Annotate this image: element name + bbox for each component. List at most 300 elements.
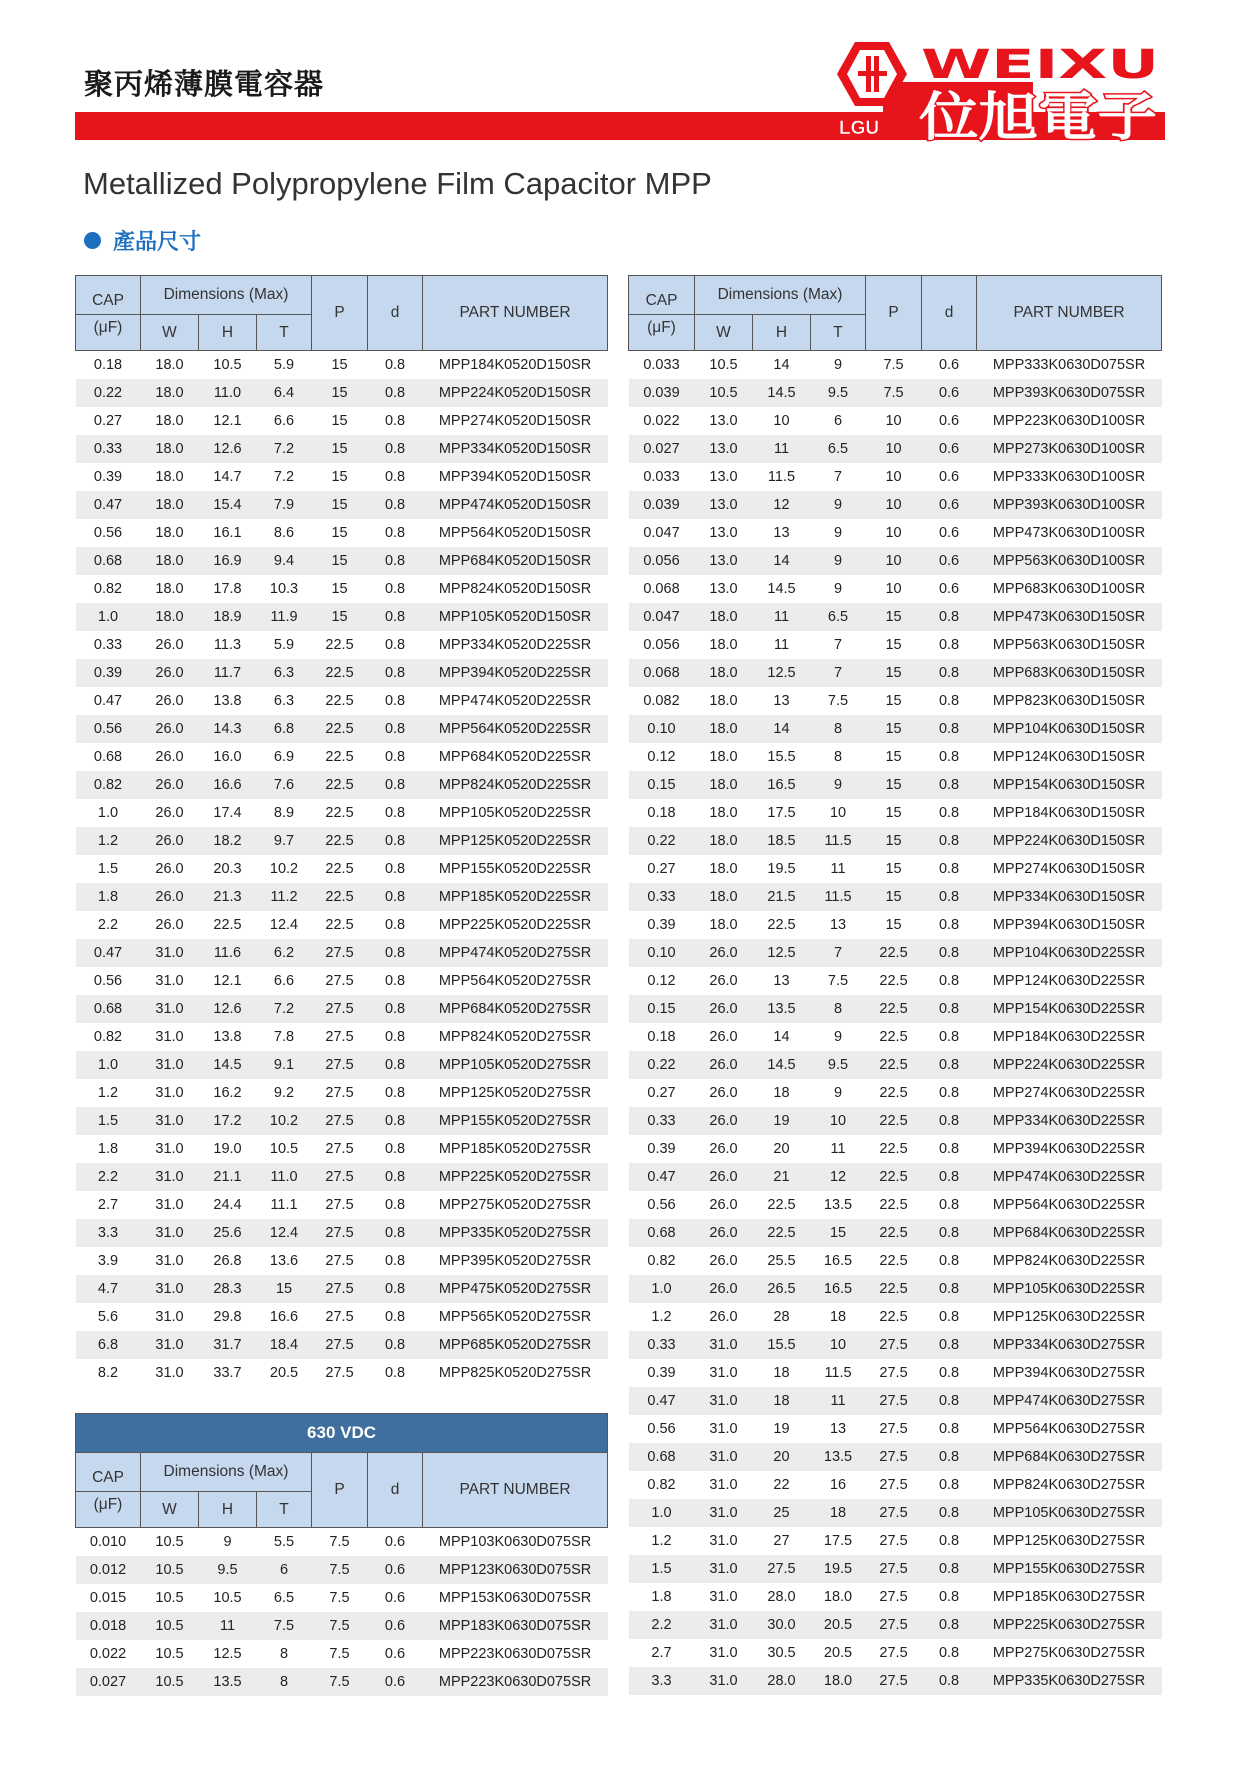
cell-t: 6.5: [273, 1590, 295, 1606]
cell-d: 0.6: [384, 1590, 406, 1606]
cell-w: 10.5: [155, 1590, 184, 1606]
cell-p: 22.5: [879, 1085, 908, 1101]
cell-h: 12.6: [199, 995, 257, 1023]
cell-p: 27.5: [325, 1253, 354, 1269]
cell-part-number: MPP224K0630D150SR: [977, 827, 1162, 855]
cell-p: 10: [885, 469, 902, 485]
table-row: [629, 1527, 1162, 1555]
cell-p: 10: [885, 581, 902, 597]
cell-p: 27.5: [879, 1421, 908, 1437]
cell-t: 6.4: [257, 379, 312, 407]
cell-part-number: MPP823K0630D150SR: [992, 693, 1146, 709]
cell-d: 0.8: [922, 1275, 977, 1303]
cell-t: 9: [833, 357, 843, 373]
cell-t: 6.8: [257, 715, 312, 743]
cell-part-number: MPP395K0520D275SR: [438, 1253, 592, 1269]
cell-d: 0.8: [384, 1141, 406, 1157]
cell-h: 15.5: [767, 749, 796, 765]
table-row: [76, 1051, 608, 1079]
cell-cap: 0.33: [76, 435, 141, 463]
col-h-header: H: [199, 315, 257, 351]
cell-part-number: MPP474K0520D275SR: [423, 939, 608, 967]
cell-d: 0.8: [368, 1163, 423, 1191]
cell-cap: 0.39: [93, 469, 123, 485]
table-row: [76, 855, 608, 883]
cell-t: 6.2: [257, 939, 312, 967]
cell-h: 11: [199, 1612, 257, 1640]
cell-p: 27.5: [325, 1029, 354, 1045]
cell-cap: 0.47: [93, 693, 123, 709]
cell-t: 10.5: [269, 1141, 299, 1157]
cell-w: 18.0: [155, 469, 184, 485]
cell-t: 7: [833, 469, 843, 485]
cell-part-number: MPP393K0630D075SR: [977, 379, 1162, 407]
cell-w: 31.0: [141, 995, 199, 1023]
table-row: [76, 547, 608, 575]
cell-d: 0.8: [384, 637, 406, 653]
cell-t: 9: [833, 581, 843, 597]
cell-w: 31.0: [155, 1141, 184, 1157]
table-row: [76, 1191, 608, 1219]
col-cap-unit: (μF): [76, 315, 141, 351]
cell-d: 0.6: [938, 357, 960, 373]
cell-d: 0.8: [384, 693, 406, 709]
cell-p: 22.5: [879, 1197, 908, 1213]
cell-h: 10.5: [213, 357, 242, 373]
cell-h: 30.5: [767, 1645, 796, 1661]
cell-part-number: MPP273K0630D100SR: [977, 435, 1162, 463]
cell-w: 13.0: [709, 413, 738, 429]
cell-p: 22.5: [866, 939, 922, 967]
cell-part-number: MPP184K0520D150SR: [438, 357, 592, 373]
cell-p: 27.5: [325, 1085, 354, 1101]
cell-d: 0.8: [368, 1219, 423, 1247]
cell-d: 0.8: [938, 1085, 960, 1101]
cell-t: 8.9: [273, 805, 295, 821]
cell-cap: 0.22: [629, 1051, 695, 1079]
cell-w: 31.0: [709, 1421, 738, 1437]
cell-p: 15: [312, 603, 368, 631]
cell-t: 15: [257, 1275, 312, 1303]
cell-d: 0.8: [368, 1275, 423, 1303]
cell-cap: 0.27: [647, 1085, 676, 1101]
cell-w: 26.0: [141, 771, 199, 799]
cell-cap: 0.56: [93, 525, 123, 541]
cell-p: 10: [885, 413, 902, 429]
col-h-header: H: [199, 1492, 257, 1528]
table-row: [76, 1275, 608, 1303]
cell-p: 27.5: [879, 1645, 908, 1661]
table-row: [76, 1079, 608, 1107]
cell-cap: 2.2: [97, 917, 119, 933]
cell-part-number: MPP684K0630D275SR: [977, 1443, 1162, 1471]
cell-cap: 2.2: [629, 1611, 695, 1639]
table-row: [76, 1135, 608, 1163]
cell-part-number: MPP334K0520D225SR: [438, 637, 592, 653]
cell-p: 22.5: [325, 693, 354, 709]
cell-w: 10.5: [141, 1668, 199, 1696]
cell-h: 17.8: [213, 581, 242, 597]
cell-t: 7.5: [257, 1612, 312, 1640]
col-w-header: W: [695, 315, 753, 351]
cell-w: 18.0: [141, 491, 199, 519]
cell-w: 31.0: [141, 1107, 199, 1135]
cell-h: 19: [773, 1421, 790, 1437]
col-d-header: d: [368, 276, 423, 351]
cell-cap: 0.68: [93, 749, 123, 765]
table-row: [629, 883, 1162, 911]
cell-h: 22: [773, 1477, 790, 1493]
cell-cap: 0.47: [629, 1387, 695, 1415]
cell-cap: 0.039: [629, 379, 695, 407]
table-row: [76, 995, 608, 1023]
cell-part-number: MPP225K0520D225SR: [438, 917, 592, 933]
table-row: [629, 631, 1162, 659]
cell-t: 9.5: [811, 379, 866, 407]
cell-w: 10.5: [141, 1612, 199, 1640]
col-p-header: P: [312, 276, 368, 351]
cell-w: 26.0: [709, 1029, 738, 1045]
cell-t: 16.6: [269, 1309, 299, 1325]
cell-part-number: MPP155K0520D225SR: [438, 861, 592, 877]
cell-p: 22.5: [325, 861, 354, 877]
cell-t: 11.9: [257, 603, 312, 631]
cell-p: 22.5: [312, 883, 368, 911]
cell-part-number: MPP683K0630D150SR: [977, 659, 1162, 687]
cell-part-number: MPP185K0630D275SR: [992, 1589, 1146, 1605]
cell-w: 31.0: [155, 973, 184, 989]
cell-h: 13: [773, 525, 790, 541]
cell-t: 5.9: [273, 357, 295, 373]
cell-cap: 1.5: [97, 861, 119, 877]
cell-part-number: MPP274K0520D150SR: [438, 413, 592, 429]
table-row: [76, 575, 608, 603]
cell-cap: 0.39: [647, 1141, 676, 1157]
cell-part-number: MPP275K0630D275SR: [992, 1645, 1146, 1661]
cell-part-number: MPP334K0520D150SR: [423, 435, 608, 463]
cell-h: 16.6: [199, 771, 257, 799]
cell-h: 12: [753, 491, 811, 519]
cell-w: 10.5: [155, 1534, 184, 1550]
cell-part-number: MPP104K0630D150SR: [977, 715, 1162, 743]
cell-w: 18.0: [695, 659, 753, 687]
cell-h: 26.5: [753, 1275, 811, 1303]
cell-part-number: MPP475K0520D275SR: [423, 1275, 608, 1303]
cell-h: 13.8: [213, 1029, 242, 1045]
cell-part-number: MPP125K0520D275SR: [438, 1085, 592, 1101]
cell-d: 0.8: [922, 1219, 977, 1247]
cell-d: 0.8: [384, 581, 406, 597]
table-row: [76, 883, 608, 911]
cell-d: 0.8: [922, 1163, 977, 1191]
brand-mark-text: LGU: [839, 118, 880, 139]
cell-cap: 0.033: [643, 469, 680, 485]
cell-w: 31.0: [695, 1499, 753, 1527]
table-row: [76, 827, 608, 855]
cell-p: 15: [866, 883, 922, 911]
cell-w: 13.0: [695, 491, 753, 519]
cell-part-number: MPP394K0630D275SR: [992, 1365, 1146, 1381]
cell-t: 9: [811, 771, 866, 799]
cell-w: 18.0: [709, 693, 738, 709]
cell-w: 26.0: [709, 1085, 738, 1101]
cell-p: 22.5: [879, 973, 908, 989]
table-row: [629, 855, 1162, 883]
cell-part-number: MPP824K0520D150SR: [438, 581, 592, 597]
cell-p: 15: [885, 637, 902, 653]
cell-t: 10.2: [269, 861, 299, 877]
col-h-header: H: [753, 315, 811, 351]
cell-d: 0.8: [922, 1611, 977, 1639]
col-p-header: P: [866, 276, 922, 351]
cell-cap: 0.039: [629, 491, 695, 519]
cell-w: 26.0: [141, 883, 199, 911]
cell-part-number: MPP105K0520D150SR: [423, 603, 608, 631]
cell-w: 31.0: [141, 1219, 199, 1247]
cell-t: 16.5: [823, 1253, 853, 1269]
cell-part-number: MPP474K0520D225SR: [438, 693, 592, 709]
cell-cap: 1.8: [97, 1141, 119, 1157]
cell-h: 11: [773, 637, 790, 653]
cell-d: 0.8: [938, 1197, 960, 1213]
table-row: [629, 1611, 1162, 1639]
cell-part-number: MPP105K0630D275SR: [977, 1499, 1162, 1527]
cell-cap: 0.056: [643, 637, 680, 653]
cell-part-number: MPP824K0520D225SR: [423, 771, 608, 799]
table-row: [76, 603, 608, 631]
cell-t: 7.5: [827, 973, 849, 989]
cell-part-number: MPP274K0630D225SR: [992, 1085, 1146, 1101]
cell-d: 0.8: [368, 603, 423, 631]
cell-t: 11.5: [824, 1365, 852, 1381]
cell-t: 7.8: [273, 1029, 295, 1045]
cell-cap: 0.047: [629, 603, 695, 631]
spec-table-630: [75, 1413, 608, 1696]
cell-d: 0.6: [938, 413, 960, 429]
table-row: [76, 1107, 608, 1135]
table-row: [76, 967, 608, 995]
cell-part-number: MPP685K0520D275SR: [423, 1331, 608, 1359]
cell-w: 31.0: [709, 1477, 738, 1493]
col-dimensions-header: Dimensions (Max): [695, 276, 866, 315]
cell-h: 14.5: [767, 581, 796, 597]
document-subtitle: Metallized Polypropylene Film Capacitor MPP: [83, 166, 712, 201]
cell-h: 26.8: [213, 1253, 242, 1269]
cell-d: 0.8: [384, 1029, 406, 1045]
cell-part-number: MPP333K0630D075SR: [992, 357, 1146, 373]
cell-t: 6.9: [273, 749, 295, 765]
cell-p: 27.5: [879, 1533, 908, 1549]
cell-part-number: MPP105K0630D225SR: [977, 1275, 1162, 1303]
cell-t: 19.5: [811, 1555, 866, 1583]
table-row: [629, 1359, 1162, 1387]
cell-t: 6: [833, 413, 843, 429]
cell-h: 18.2: [199, 827, 257, 855]
cell-t: 13: [829, 917, 847, 933]
cell-h: 22.5: [767, 917, 796, 933]
cell-w: 26.0: [695, 1051, 753, 1079]
col-d-header: d: [368, 1453, 423, 1528]
cell-h: 16.5: [753, 771, 811, 799]
cell-cap: 1.0: [97, 805, 119, 821]
cell-w: 10.5: [695, 379, 753, 407]
cell-t: 8: [811, 715, 866, 743]
cell-cap: 0.15: [629, 995, 695, 1023]
cell-p: 27.5: [866, 1667, 922, 1695]
cell-d: 0.8: [922, 715, 977, 743]
cell-w: 31.0: [695, 1611, 753, 1639]
table-row: [629, 967, 1162, 995]
table-row: [76, 687, 608, 715]
table-row: [76, 1247, 608, 1275]
cell-p: 27.5: [879, 1365, 908, 1381]
col-cap-header: CAP: [76, 1453, 141, 1492]
table-row: [76, 715, 608, 743]
cell-p: 7.5: [329, 1534, 350, 1550]
table-row: [629, 827, 1162, 855]
cell-w: 26.0: [695, 1163, 753, 1191]
cell-d: 0.8: [384, 917, 406, 933]
cell-part-number: MPP125K0630D275SR: [992, 1533, 1146, 1549]
cell-t: 7.2: [273, 469, 295, 485]
cell-t: 15: [811, 1219, 866, 1247]
cell-p: 27.5: [325, 1197, 354, 1213]
col-cap-unit: (μF): [629, 315, 695, 351]
page-title-cn: 聚丙烯薄膜電容器: [84, 67, 325, 101]
cell-t: 5.9: [273, 637, 295, 653]
table-row: [629, 379, 1162, 407]
table-row: [76, 1359, 608, 1387]
cell-w: 26.0: [155, 637, 184, 653]
cell-t: 18: [829, 1309, 847, 1325]
cell-part-number: MPP565K0520D275SR: [438, 1309, 592, 1325]
cell-d: 0.8: [938, 1365, 960, 1381]
cell-h: 21.1: [199, 1163, 257, 1191]
cell-part-number: MPP274K0630D150SR: [992, 861, 1146, 877]
cell-w: 26.0: [155, 693, 184, 709]
table-row: [76, 1219, 608, 1247]
cell-cap: 0.68: [629, 1219, 695, 1247]
cell-cap: 0.68: [76, 995, 141, 1023]
table-row: [76, 1528, 608, 1557]
cell-d: 0.8: [368, 491, 423, 519]
table-row: [629, 1219, 1162, 1247]
cell-t: 12.4: [257, 1219, 312, 1247]
cell-p: 27.5: [866, 1387, 922, 1415]
cell-d: 0.8: [922, 1387, 977, 1415]
cell-cap: 0.33: [93, 637, 123, 653]
cell-cap: 5.6: [97, 1309, 119, 1325]
cell-p: 7.5: [883, 357, 904, 373]
cell-t: 13.5: [811, 1443, 866, 1471]
cell-t: 8: [257, 1668, 312, 1696]
cell-t: 11.1: [270, 1197, 298, 1213]
table-row: [76, 799, 608, 827]
cell-w: 31.0: [155, 1253, 184, 1269]
cell-w: 18.0: [709, 805, 738, 821]
cell-p: 22.5: [866, 995, 922, 1023]
cell-d: 0.8: [922, 995, 977, 1023]
cell-t: 20.5: [269, 1365, 299, 1381]
cell-t: 9: [833, 1085, 843, 1101]
cell-t: 18: [811, 1499, 866, 1527]
cell-cap: 0.027: [76, 1668, 141, 1696]
cell-p: 22.5: [866, 1051, 922, 1079]
cell-part-number: MPP564K0520D275SR: [438, 973, 592, 989]
col-part-header: PART NUMBER: [977, 276, 1162, 351]
brand-name-cn: 位旭電子: [919, 88, 1157, 142]
cell-cap: 3.3: [629, 1667, 695, 1695]
cell-h: 11: [753, 435, 811, 463]
cell-h: 13.5: [199, 1668, 257, 1696]
cell-h: 11.0: [199, 379, 257, 407]
cell-d: 0.8: [368, 435, 423, 463]
spec-table-right: [628, 275, 1162, 1695]
cell-t: 9: [833, 525, 843, 541]
cell-part-number: MPP223K0630D075SR: [438, 1646, 592, 1662]
cell-t: 9.4: [257, 547, 312, 575]
cell-d: 0.6: [922, 491, 977, 519]
cell-part-number: MPP333K0630D100SR: [992, 469, 1146, 485]
cell-w: 18.0: [155, 581, 184, 597]
cell-t: 7: [811, 939, 866, 967]
cell-part-number: MPP684K0630D225SR: [977, 1219, 1162, 1247]
cell-d: 0.8: [938, 749, 960, 765]
cell-d: 0.8: [938, 1309, 960, 1325]
cell-d: 0.8: [938, 973, 960, 989]
cell-d: 0.8: [922, 1667, 977, 1695]
cell-p: 22.5: [312, 771, 368, 799]
table-row: [629, 1247, 1162, 1275]
cell-cap: 3.9: [97, 1253, 119, 1269]
cell-h: 15.5: [753, 1331, 811, 1359]
cell-h: 11: [753, 603, 811, 631]
cell-part-number: MPP154K0630D150SR: [977, 771, 1162, 799]
cell-part-number: MPP825K0520D275SR: [438, 1365, 592, 1381]
cell-w: 10.5: [141, 1556, 199, 1584]
cell-part-number: MPP184K0630D225SR: [992, 1029, 1146, 1045]
cell-t: 7: [811, 659, 866, 687]
cell-part-number: MPP563K0630D100SR: [977, 547, 1162, 575]
cell-w: 18.0: [695, 715, 753, 743]
cell-d: 0.8: [922, 1107, 977, 1135]
cell-part-number: MPP684K0520D225SR: [438, 749, 592, 765]
cell-h: 24.4: [213, 1197, 242, 1213]
cell-t: 11.2: [257, 883, 312, 911]
cell-w: 18.0: [695, 827, 753, 855]
cell-w: 13.0: [709, 469, 738, 485]
cell-cap: 0.47: [629, 1163, 695, 1191]
cell-t: 10: [811, 1107, 866, 1135]
cell-p: 15: [312, 491, 368, 519]
cell-t: 7.2: [257, 435, 312, 463]
cell-d: 0.8: [368, 659, 423, 687]
cell-p: 15: [866, 659, 922, 687]
cell-w: 31.0: [695, 1387, 753, 1415]
cell-h: 28.3: [199, 1275, 257, 1303]
col-t-header: T: [811, 315, 866, 351]
cell-w: 18.0: [155, 413, 184, 429]
cell-cap: 1.0: [629, 1499, 695, 1527]
table-row: [629, 1555, 1162, 1583]
cell-t: 12.4: [269, 917, 299, 933]
cell-h: 27: [773, 1533, 790, 1549]
cell-p: 15: [885, 749, 902, 765]
cell-cap: 0.39: [647, 1365, 676, 1381]
table-row: [629, 603, 1162, 631]
cell-part-number: MPP185K0520D275SR: [438, 1141, 592, 1157]
cell-w: 31.0: [709, 1645, 738, 1661]
